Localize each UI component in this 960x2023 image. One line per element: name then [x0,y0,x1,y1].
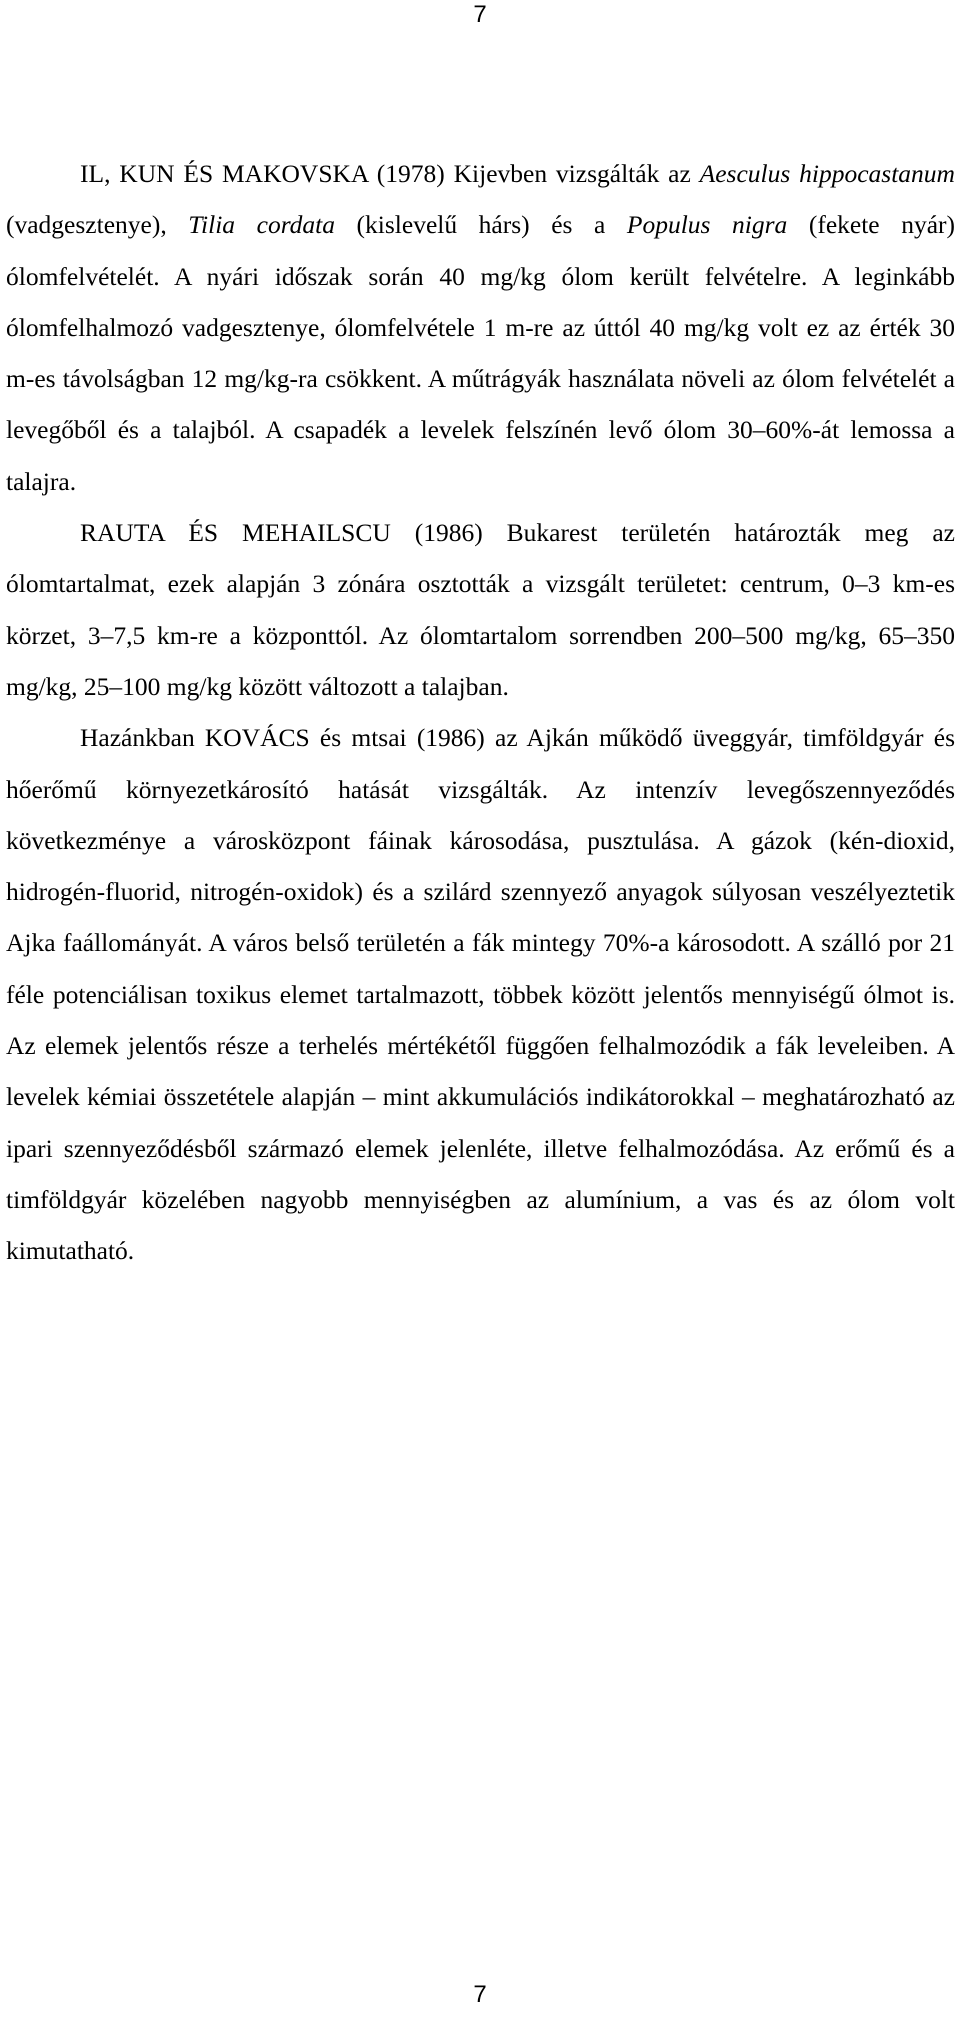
paragraph-1-part-1: IL, KUN ÉS MAKOVSKA (1978) Kijevben vizsgálták az [80,159,700,188]
species-name-aesculus: Aesculus hippocastanum [699,159,955,188]
paragraph-2 [6,507,955,712]
paragraph-1-part-3: (vadgesztenye), [6,210,189,240]
body-text [6,148,955,1277]
species-name-populus: Populus nigra [626,210,788,240]
species-name-tilia: Tilia cordata [188,210,335,240]
paragraph-1 [6,148,955,507]
paragraph-3-text: Hazánkban KOVÁCS és mtsai (1986) az Ajkán működő üveggyár, timföldgyár és hőerőmű környezetkárosító hatását vizsgálták. Az intenzív levegőszennyeződés következménye a városközpont fáinak károsodása, pusztulása. A gázok (kén-dioxid, hidrogén-fluorid, nitrogén-oxidok) és a szilárd szennyező anyagok súlyosan veszélyeztetik Ajka faállományát. A város belső területén a fák mintegy 70%-a károsodott. A szálló por 21 féle potenciálisan toxikus elemet tartalmazott, többek között jelentős mennyiségű ólmot is. Az elemek jelentős része a terhelés mértékétől függően felhalmozódik a fák leveleiben. A levelek kémiai összetétele alapján – mint akkumulációs indikátorokkal – meghatározható az ipari szennyeződésből származó elemek jelenléte, illetve felhalmozódása. Az erőmű és a timföldgyár közelében nagyobb mennyiségben az alumínium, a vas és az ólom volt kimutatható. [6,723,955,1266]
page-number-footer: 7 [473,1981,487,2008]
paragraph-1-part-7: (fekete nyár) ólomfelvételét. A nyári időszak során 40 mg/kg ólom került felvételre. A leginkább ólomfelhalmozó vadgesztenye, ólomfelvétele 1 m-re az úttól 40 mg/kg volt ez az érték 30 m-es távolságban 12 mg/kg-ra csökkent. A műtrágyák használata növeli az ólom felvételét a levegőből és a talajból. A csapadék a levelek felszínén levő ólom 30–60%-át lemossa a talajra. [6,210,955,496]
paragraph-2-text: RAUTA ÉS MEHAILSCU (1986) Bukarest területén határozták meg az ólomtartalmat, ezek alapján 3 zónára osztották a vizsgált területet: centrum, 0–3 km-es körzet, 3–7,5 km-re a központtól. Az ólomtartalom sorrendben 200–500 mg/kg, 65–350 mg/kg, 25–100 mg/kg között változott a talajban. [6,518,955,701]
paragraph-3 [6,712,955,1276]
paragraph-1-part-5: (kislevelű hárs) és a [335,210,627,240]
page-number-header: 7 [473,1,487,28]
